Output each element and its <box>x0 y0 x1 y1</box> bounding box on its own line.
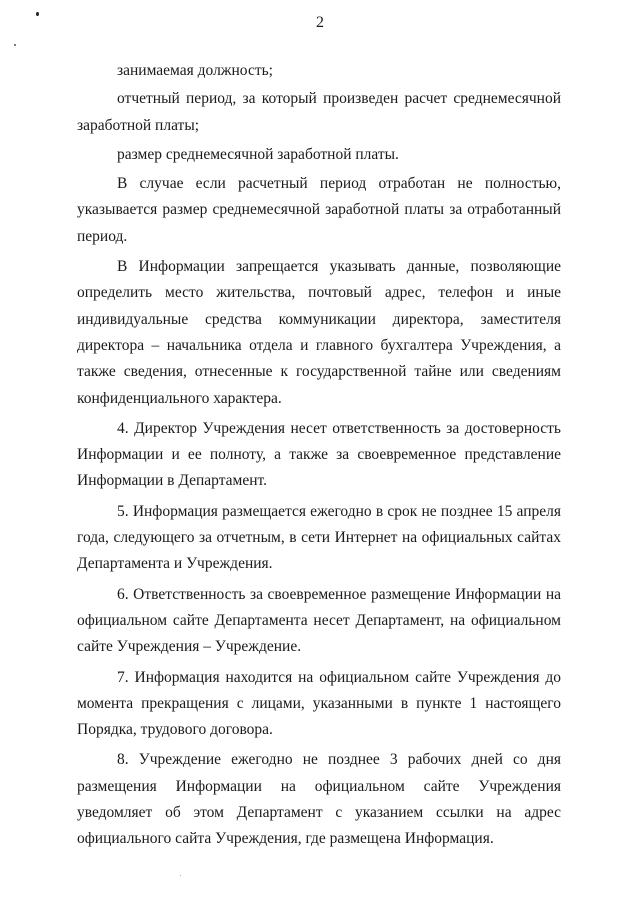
paragraph: 5. Информация размещается ежегодно в срок не позднее 15 апреля года, следующего за отчетным, в сети Интернет на официальных сайтах Департамента и Учреждения. <box>77 502 561 573</box>
document-body <box>77 58 561 853</box>
paragraph: отчетный период, за который произведен расчет среднемесячной заработной платы; <box>77 90 561 134</box>
paragraph: 4. Директор Учреждения несет ответственность за достоверность Информации и ее полноту, а также за своевременное представление Информации в Департамент. <box>77 419 561 490</box>
paragraph: 7. Информация находится на официальном сайте Учреждения до момента прекращения с лицами, указанными в пункте 1 настоящего Порядка, трудового договора. <box>77 668 561 739</box>
scan-speck <box>14 44 16 46</box>
scan-speck <box>180 875 181 876</box>
paragraph: В случае если расчетный период отработан не полностью, указывается размер среднемесячной заработной платы за отработанный период. <box>77 175 561 245</box>
paragraph: В Информации запрещается указывать данные, позволяющие определить место жительства, почтовый адрес, телефон и иные индивидуальные средства коммуникации директора, заместителя директора – начальника отдела и главного бухгалтера Учреждения, а также сведения, отнесенные к государственной тайне или сведениям конфиденциального характера. <box>77 258 561 407</box>
paragraph: 8. Учреждение ежегодно не позднее 3 рабочих дней со дня размещения Информации на официальном сайте Учреждения уведомляет об этом Департамент с указанием ссылки на адрес официального сайта Учреждения, где размещена Информация. <box>77 751 561 848</box>
page-number: 2 <box>316 14 324 31</box>
paragraph: размер среднемесячной заработной платы. <box>117 145 399 163</box>
paragraph: 6. Ответственность за своевременное размещение Информации на официальном сайте Департамента несет Департамент, на официальном сайте Учреждения – Учреждение. <box>77 585 561 656</box>
paragraph: занимаемая должность; <box>117 62 273 79</box>
